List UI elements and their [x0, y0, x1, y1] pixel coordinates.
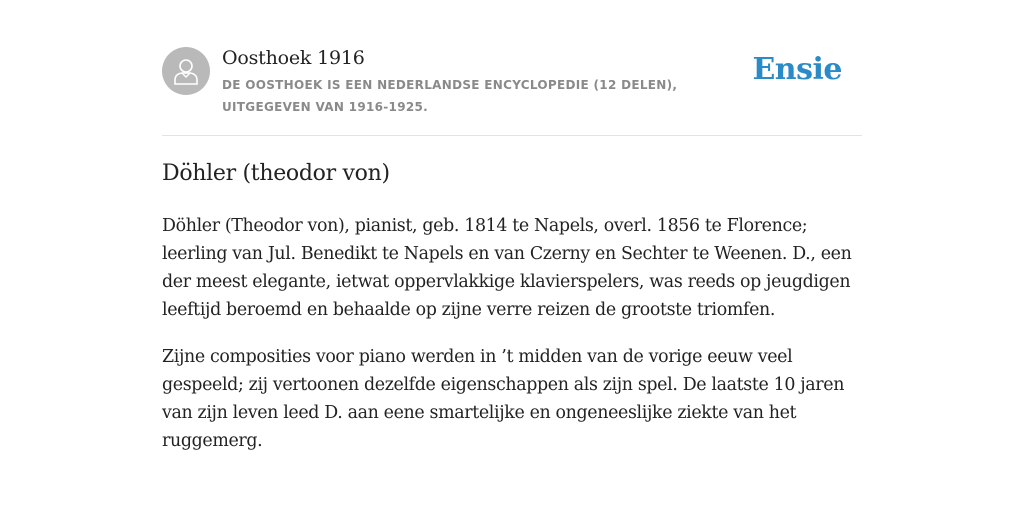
user-icon	[173, 57, 199, 85]
article-title: Döhler (theodor von)	[162, 161, 390, 186]
source-title[interactable]: Oosthoek 1916	[222, 47, 365, 69]
article-body	[162, 212, 862, 474]
source-description: DE OOSTHOEK IS EEN NEDERLANDSE ENCYCLOPEDIE (12 DELEN), UITGEGEVEN VAN 1916-1925.	[222, 78, 678, 114]
page-container	[162, 0, 862, 451]
brand-logo[interactable]: Ensie	[752, 52, 842, 87]
source-info	[222, 46, 762, 118]
article-paragraph: Zijne composities voor piano werden in ’t midden van de vorige eeuw veel gespeeld; zij vertoonen dezelfde eigenschappen als zijn spel. De laatste 10 jaren van zijn leven leed D. aan eene smartelijke en ongeneeslijke ziekte van het ruggemerg.	[162, 347, 845, 451]
article-paragraph: Döhler (Theodor von), pianist, geb. 1814 te Napels, overl. 1856 te Florence; leerling van Jul. Benedikt te Napels en van Czerny en Sechter te Weenen. D., een der meest elegante, ietwat oppervlakkige klavierspelers, was reeds op jeugdigen leeftijd beroemd en behaalde op zijne verre reizen de grootste triomfen.	[162, 216, 852, 320]
avatar[interactable]	[162, 47, 210, 95]
source-header	[162, 0, 862, 136]
